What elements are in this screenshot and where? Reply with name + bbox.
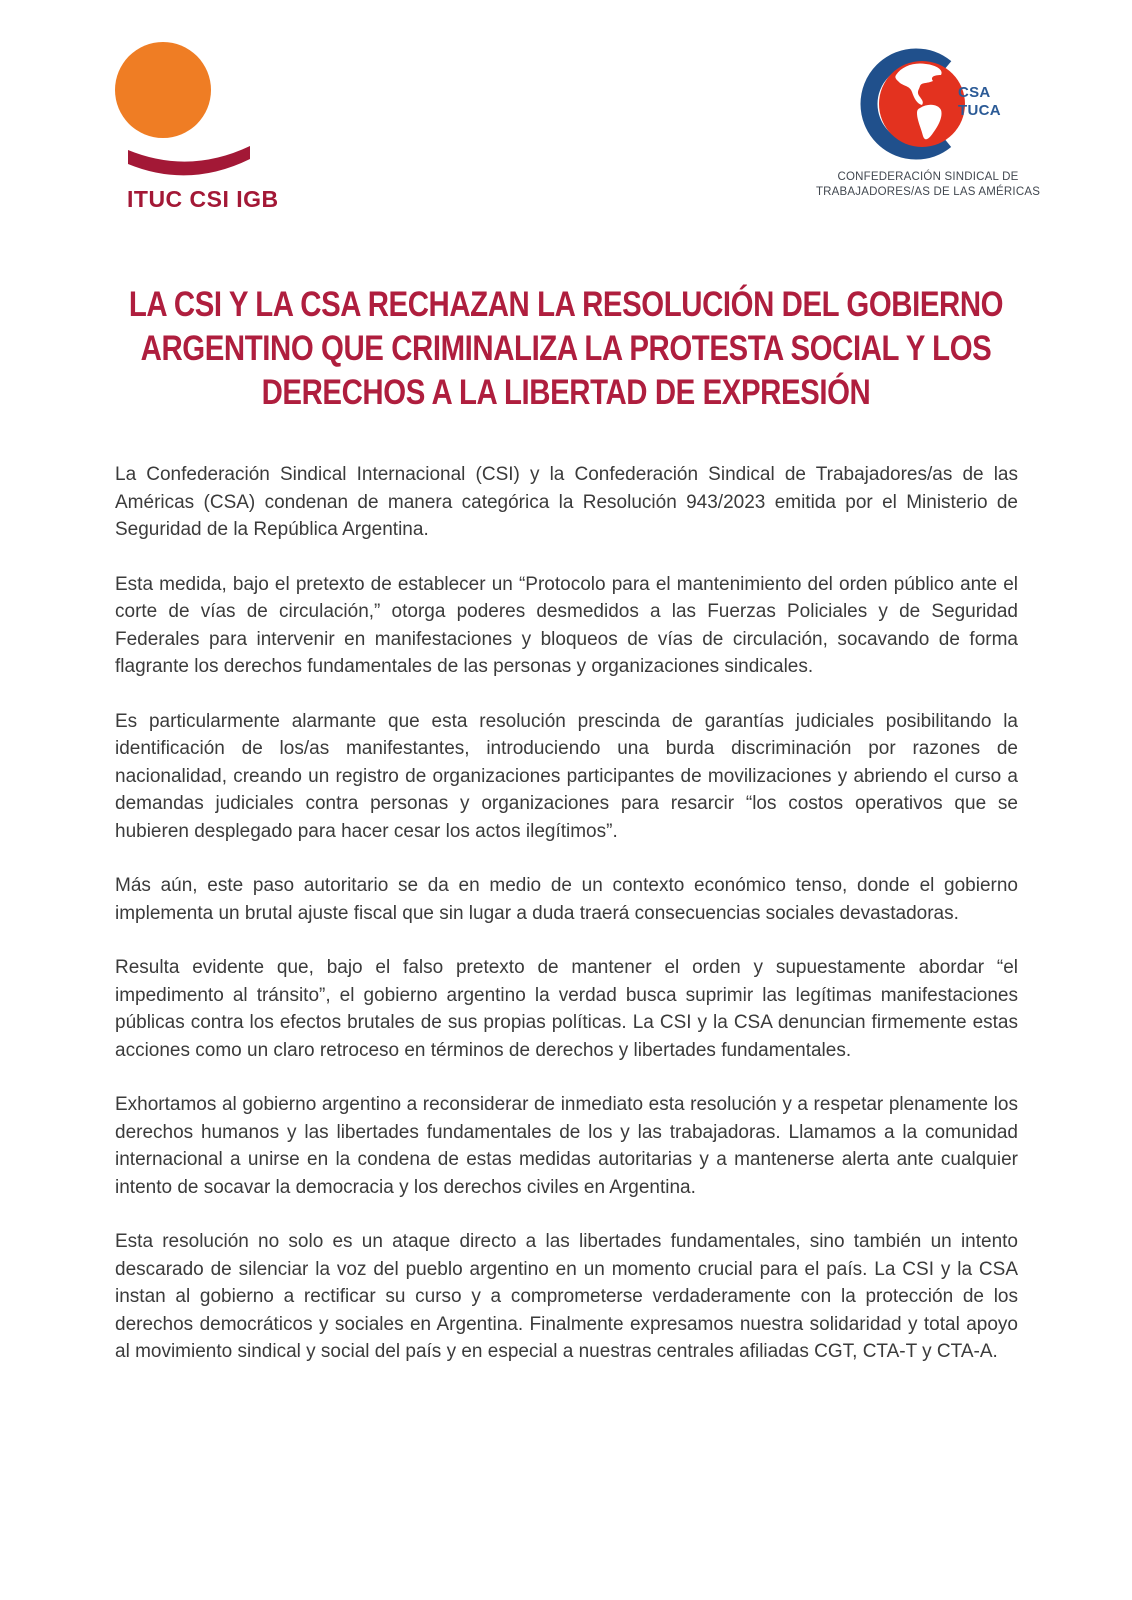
ituc-swoosh-icon xyxy=(127,145,251,179)
csa-caption xyxy=(812,170,1044,200)
csa-acronym-label xyxy=(958,84,1001,120)
header xyxy=(0,0,1132,214)
csa-logo xyxy=(812,42,1044,200)
csa-acronym-line2: TUCA xyxy=(958,102,1001,119)
paragraph-3: Es particularmente alarmante que esta resolución prescinda de garantías judiciales posibilitando la identificación de los/as manifestantes, introduciendo una burda discriminación por razones de nacionalidad, creando un registro de organizaciones participantes de movilizaciones y abriendo el curso a demandas judiciales contra personas y organizaciones para resarcir “los costos operativos que se hubieren desplegado para hacer cesar los actos ilegítimos”. xyxy=(115,710,1018,842)
page-title xyxy=(91,283,1042,415)
paragraph-2: Esta medida, bajo el pretexto de establecer un “Protocolo para el mantenimiento del orden público ante el corte de vías de circulación,” otorga poderes desmedidos a las Fuerzas Policiales y de Seguridad Federales para intervenir en manifestaciones y bloqueos de vías de circulación, socavando de forma flagrante los derechos fundamentales de las personas y organizaciones sindicales. xyxy=(115,573,1018,677)
paragraph-1: La Confederación Sindical Internacional (CSI) y la Confederación Sindical de Trabajadores/as de las Américas (CSA) condenan de manera categórica la Resolución 943/2023 emitida por el Ministerio de Seguridad de la República Argentina. xyxy=(115,464,1018,540)
title-line-2: ARGENTINO QUE CRIMINALIZA LA PROTESTA SOCIAL Y LOS xyxy=(140,329,992,368)
title-line-1: LA CSI Y LA CSA RECHAZAN LA RESOLUCIÓN DEL GOBIERNO xyxy=(128,285,1004,324)
paragraph-7: Esta resolución no solo es un ataque directo a las libertades fundamentales, sino también un intento descarado de silenciar la voz del pueblo argentino en un momento crucial para el país. La CSI y la CSA instan al gobierno a rectificar su curso y a comprometerse verdaderamente con la protección de los derechos democráticos y sociales en Argentina. Finalmente expresamos nuestra solidaridad y total apoyo al movimiento sindical y social del país y en especial a nuestras centrales afiliadas CGT, CTA-T y CTA-A. xyxy=(115,1231,1018,1362)
csa-acronym-line1: CSA xyxy=(958,84,991,101)
csa-globe-icon xyxy=(856,42,1016,166)
paragraph-6: Exhortamos al gobierno argentino a reconsiderar de inmediato esta resolución y a respetar plenamente los derechos humanos y las libertades fundamentales de los y las trabajadoras. Llamamos a la comunidad internacional a unirse en la condena de estas medidas autoritarias y a mantenerse alerta ante cualquier intento de socavar la democracia y los derechos civiles en Argentina. xyxy=(115,1094,1018,1198)
title-line-3: DERECHOS A LA LIBERTAD DE EXPRESIÓN xyxy=(261,373,871,412)
ituc-logo-label: ITUC CSI IGB xyxy=(127,186,279,212)
ituc-logo xyxy=(112,42,372,213)
csa-caption-line1: CONFEDERACIÓN SINDICAL DE xyxy=(837,171,1019,183)
document-body xyxy=(0,461,1132,1366)
paragraph-4: Más aún, este paso autoritario se da en medio de un contexto económico tenso, donde el gobierno implementa un brutal ajuste fiscal que sin lugar a duda traerá consecuencias sociales devastadoras. xyxy=(115,875,1018,924)
ituc-circle-icon xyxy=(115,42,211,138)
csa-caption-line2: TRABAJADORES/AS DE LAS AMÉRICAS xyxy=(815,186,1041,198)
paragraph-5: Resulta evidente que, bajo el falso pretexto de mantener el orden y supuestamente abordar “el impedimento al tránsito”, el gobierno argentino la verdad busca suprimir las legítimas manifestaciones públicas contra los efectos brutales de sus propias políticas. La CSI y la CSA denuncian firmemente estas acciones como un claro retroceso en términos de derechos y libertades fundamentales. xyxy=(115,957,1018,1061)
